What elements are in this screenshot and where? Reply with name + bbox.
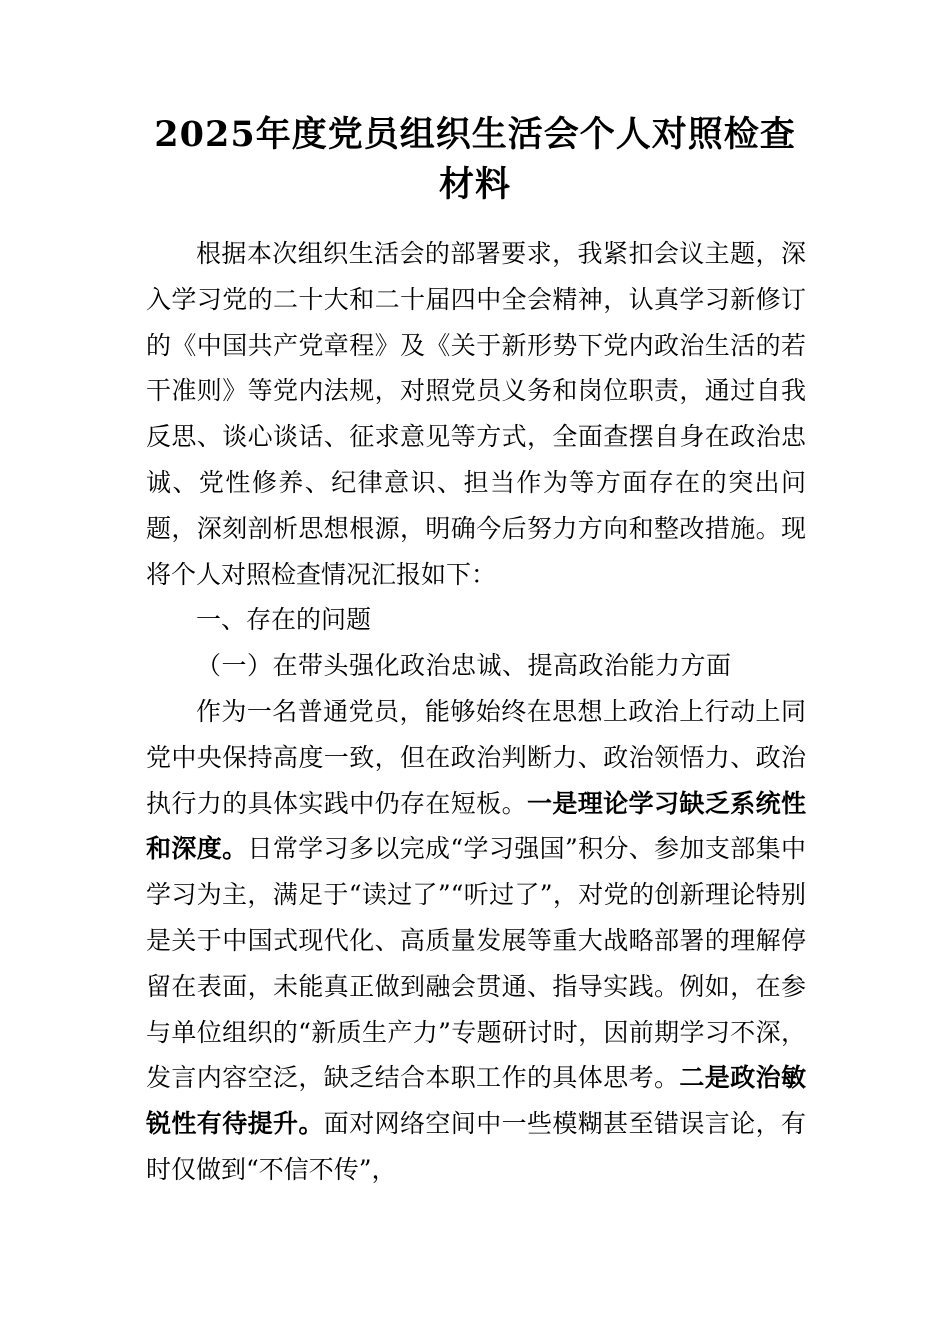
subsection-heading-political-loyalty: （一）在带头强化政治忠诚、提高政治能力方面 bbox=[196, 651, 732, 681]
problem-paragraph bbox=[146, 689, 806, 1193]
bold-point-one: 一是理论学习缺乏系统性和深度。 bbox=[146, 788, 806, 864]
document-body bbox=[146, 231, 806, 1193]
section-heading-problems: 一、存在的问题 bbox=[196, 605, 372, 635]
bold-point-two: 二是政治敏锐性有待提升。 bbox=[146, 1063, 806, 1139]
paragraph-text: 面对网络空间中一些模糊甚至错误言论，有时仅做到“不信不传”， bbox=[146, 1109, 806, 1184]
paragraph-text: 作为一名普通党员，能够始终在思想上政治上行动上同党中央保持高度一致，但在政治判断力、政治领悟力、政治执行力的具体实践中仍存在短板。 bbox=[146, 696, 806, 818]
document-title: 2025年度党员组织生活会个人对照检查材料 bbox=[154, 114, 796, 205]
paragraph-text: 日常学习多以完成“学习强国”积分、参加支部集中学习为主，满足于“读过了”“听过了”，对党的创新理论特别是关于中国式现代化、高质量发展等重大战略部署的理解停留在表面，未能真正做到融会贯通、指导实践。例如，在参与单位组织的“新质生产力”专题研讨时，因前期学习不深，发言内容空泛，缺乏结合本职工作的具体思考。 bbox=[146, 834, 806, 1093]
intro-paragraph: 根据本次组织生活会的部署要求，我紧扣会议主题，深入学习党的二十大和二十届四中全会精神，认真学习新修订的《中国共产党章程》及《关于新形势下党内政治生活的若干准则》等党内法规，对照党员义务和岗位职责，通过自我反思、谈心谈话、征求意见等方式，全面查摆自身在政治忠诚、党性修养、纪律意识、担当作为等方面存在的突出问题，深刻剖析思想根源，明确今后努力方向和整改措施。现将个人对照检查情况汇报如下： bbox=[146, 239, 806, 589]
